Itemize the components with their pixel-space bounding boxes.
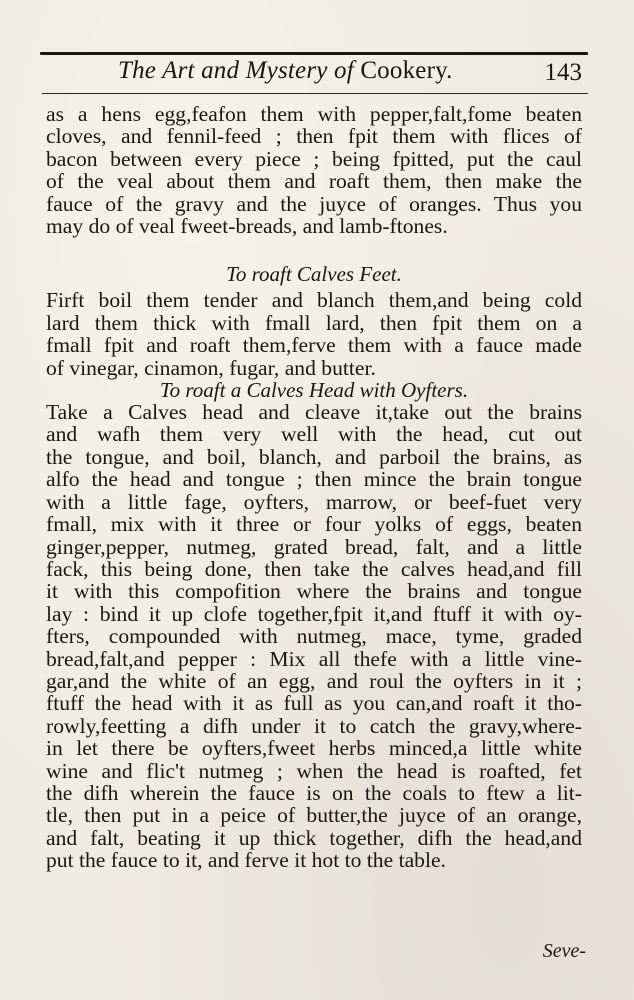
text-line: put the fauce to it, and ferve it hot to the table.	[46, 848, 446, 873]
text-line: the difh wherein the fauce is on the coals to ftew a lit-	[46, 780, 582, 805]
text-line: of vinegar, cinamon, fugar, and butter.	[46, 355, 376, 380]
section-heading-calves-feet: To roaft Calves Feet.	[226, 262, 402, 287]
text-line: fmall, mix with it three or four yolks of eggs, beaten	[46, 512, 582, 537]
text-line: may do of veal fweet-breads, and lamb-ftones.	[46, 214, 448, 239]
text-line: lard them thick with fmall lard, then fpit them on a	[46, 310, 582, 335]
top-rule	[40, 52, 588, 55]
text-line: in let there be oyfters,fweet herbs minced,a little white	[46, 736, 582, 761]
text-line: ginger,pepper, nutmeg, grated bread, falt, and a little	[46, 534, 582, 559]
text-line: alfo the head and tongue ; then mince the brain tongue	[46, 467, 582, 492]
text-line: it with this compofition where the brains and tongue	[46, 579, 582, 604]
continued-paragraph	[46, 103, 582, 237]
text-line: fmall fpit and roaft them,ferve them with a fauce made	[46, 333, 582, 358]
page-body	[46, 103, 582, 872]
text-line: of the veal about them and roaft them, then make the	[46, 169, 582, 194]
running-title-italic: The Art and Mystery of	[118, 57, 361, 84]
text-line: Firft boil them tender and blanch them,and being cold	[46, 288, 582, 313]
text-line: Take a Calves head and cleave it,take out the brains	[46, 400, 582, 425]
text-line: wine and flic't nutmeg ; when the head is roafted, fet	[46, 758, 582, 783]
section-heading-calves-head: To roaft a Calves Head with Oyfters.	[159, 378, 469, 403]
text-line: the tongue, and boil, blanch, and parboil the brains, as	[46, 444, 582, 469]
running-title-roman: Cookery.	[360, 57, 453, 84]
text-line: as a hens egg,feafon them with pepper,falt,fome beaten	[46, 102, 582, 126]
text-line: fters, compounded with nutmeg, mace, tyme, graded	[46, 624, 582, 649]
header-underline	[42, 93, 588, 94]
text-line: fack, this being done, then take the calves head,and fill	[46, 556, 582, 581]
text-line: rowly,feetting a difh under it to catch the gravy,where-	[46, 713, 582, 738]
text-line: bread,falt,and pepper : Mix all thefe with a little vine-	[46, 646, 582, 671]
calves-feet-paragraph	[46, 289, 582, 379]
text-line: fauce of the gravy and the juyce of oranges. Thus you	[46, 191, 582, 216]
text-line: cloves, and fennil-feed ; then fpit them with flices of	[46, 124, 582, 149]
page-number: 143	[544, 59, 582, 86]
text-line: and falt, beating it up thick together, difh the head,and	[46, 825, 582, 850]
text-line: and wafh them very well with the head, cut out	[46, 422, 582, 447]
text-line: with a little fage, oyfters, marrow, or beef-fuet very	[46, 489, 582, 514]
catchword: Seve-	[542, 940, 586, 962]
running-title	[118, 57, 453, 85]
text-line: bacon between every piece ; being fpitted, put the caul	[46, 146, 582, 171]
calves-head-paragraph	[46, 401, 582, 872]
text-line: ftuff the head with it as full as you can,and roaft it tho-	[46, 691, 582, 716]
text-line: tle, then put in a peice of butter,the juyce of an orange,	[46, 803, 582, 828]
text-line: lay : bind it up clofe together,fpit it,and ftuff it with oy-	[46, 601, 582, 626]
running-header	[40, 57, 588, 91]
text-line: gar,and the white of an egg, and roul the oyfters in it ;	[46, 668, 582, 693]
